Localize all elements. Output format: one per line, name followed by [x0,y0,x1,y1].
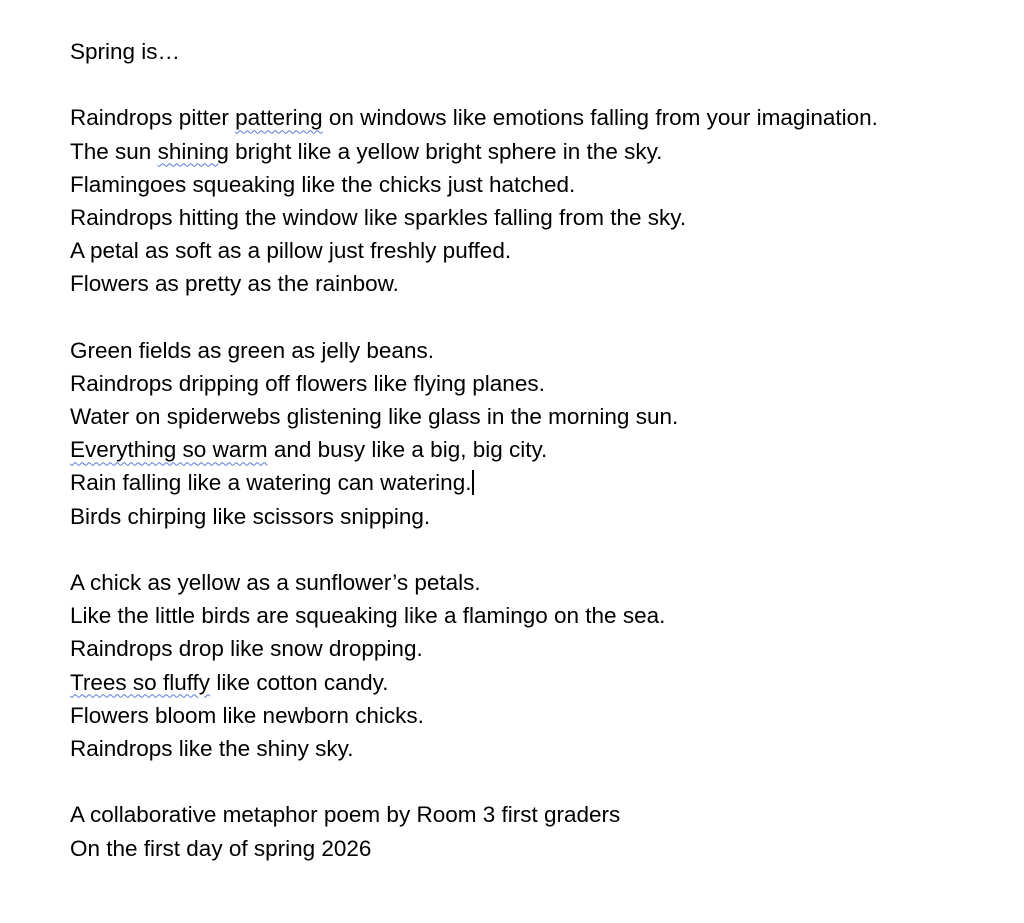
text-run: The sun [70,138,158,164]
stanza-2-line-2: Raindrops dripping off flowers like flying planes. [70,370,545,396]
text-run: Rain falling like a watering can watering. [70,470,472,496]
stanza-3-line-3: Raindrops drop like snow dropping. [70,636,423,662]
stanza-2-line-3: Water on spiderwebs glistening like glass in the morning sun. [70,404,679,430]
stanza-3-line-5: Flowers bloom like newborn chicks. [70,702,424,728]
stanza-2-line-6: Birds chirping like scissors snipping. [70,503,431,529]
stanza-2-line-4 [70,433,1010,466]
text-run: bright like a yellow bright sphere in the sky. [228,138,663,164]
stanza-1-line-6: Flowers as pretty as the rainbow. [70,271,399,297]
text-run: like cotton candy. [210,669,389,695]
text-cursor [472,470,474,495]
spellcheck-flagged-phrase[interactable]: Everything so warm [70,437,268,463]
stanza-2-line-1: Green fields as green as jelly beans. [70,337,434,363]
stanza-1-line-4: Raindrops hitting the window like sparkles falling from the sky. [70,204,687,230]
blank-line [70,533,1010,566]
document-body[interactable] [70,35,1010,865]
blank-line [70,765,1010,798]
text-run: Raindrops pitter [70,105,236,131]
text-run: and busy like a big, big city. [267,437,548,463]
stanza-1-line-5: A petal as soft as a pillow just freshly puffed. [70,238,512,264]
stanza-1-line-1 [70,101,1010,134]
blank-line [70,68,1010,101]
poem-title: Spring is… [70,39,181,64]
stanza-1-line-2 [70,135,1010,168]
blank-line [70,301,1010,334]
stanza-3-line-6: Raindrops like the shiny sky. [70,735,354,761]
credits-line-1: A collaborative metaphor poem by Room 3 first graders [70,802,621,828]
stanza-3-line-1: A chick as yellow as a sunflower’s petals. [70,570,481,595]
stanza-2-line-5 [70,466,1010,499]
stanza-3-line-4 [70,666,1010,699]
credits-line-2: On the first day of spring 2026 [70,835,372,861]
stanza-3-line-2: Like the little birds are squeaking like a flamingo on the sea. [70,603,666,629]
spellcheck-flagged-phrase[interactable]: Trees so fluffy [70,669,211,695]
spellcheck-flagged-word[interactable]: pattering [235,105,323,131]
stanza-1-line-3: Flamingoes squeaking like the chicks just hatched. [70,171,576,197]
text-run: on windows like emotions falling from your imagination. [322,105,878,131]
spellcheck-flagged-word[interactable]: shining [157,138,229,164]
